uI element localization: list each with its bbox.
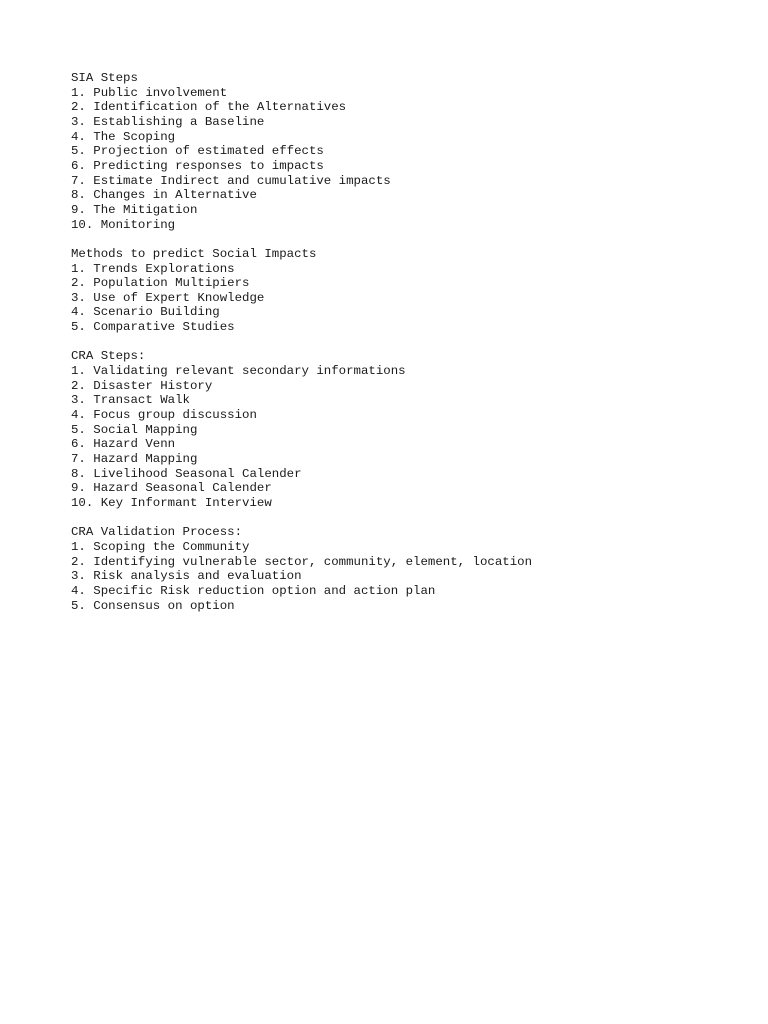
document-page	[71, 71, 751, 628]
section-cra-steps	[71, 349, 751, 510]
list-item: 3. Use of Expert Knowledge	[71, 290, 265, 305]
list-item: 3. Transact Walk	[71, 393, 190, 408]
list-item: 1. Scoping the Community	[71, 539, 250, 554]
section-title: CRA Steps:	[71, 349, 146, 364]
list-item: 8. Livelihood Seasonal Calender	[71, 466, 302, 481]
list-item: 5. Projection of estimated effects	[71, 144, 324, 159]
list-item: 9. Hazard Seasonal Calender	[71, 481, 272, 496]
list-item: 3. Risk analysis and evaluation	[71, 569, 302, 584]
list-item: 5. Social Mapping	[71, 422, 198, 437]
section-sia-steps	[71, 71, 751, 232]
list-item: 4. Specific Risk reduction option and action plan	[71, 583, 436, 598]
section-title: CRA Validation Process:	[71, 525, 243, 540]
list-item: 4. Focus group discussion	[71, 408, 257, 423]
list-item: 3. Establishing a Baseline	[71, 114, 265, 129]
list-item: 10. Key Informant Interview	[71, 496, 272, 510]
list-item: 4. Scenario Building	[71, 305, 220, 320]
section-methods-social-impacts	[71, 247, 751, 335]
list-item: 6. Predicting responses to impacts	[71, 158, 324, 173]
list-item: 5. Consensus on option	[71, 598, 235, 613]
list-item: 7. Estimate Indirect and cumulative impacts	[71, 173, 391, 188]
list-item: 6. Hazard Venn	[71, 437, 176, 452]
section-cra-validation-process	[71, 525, 751, 613]
section-title: Methods to predict Social Impacts	[71, 246, 317, 261]
list-item: 10. Monitoring	[71, 217, 176, 232]
list-item: 1. Validating relevant secondary informations	[71, 364, 406, 379]
section-title: SIA Steps	[71, 71, 138, 85]
list-item: 8. Changes in Alternative	[71, 188, 257, 203]
list-item: 2. Identifying vulnerable sector, community, element, location	[71, 554, 533, 569]
list-item: 9. The Mitigation	[71, 202, 198, 217]
list-item: 5. Comparative Studies	[71, 320, 235, 335]
list-item: 2. Disaster History	[71, 378, 213, 393]
list-item: 4. The Scoping	[71, 129, 176, 144]
list-item: 7. Hazard Mapping	[71, 452, 198, 467]
list-item: 1. Trends Explorations	[71, 261, 235, 276]
list-item: 1. Public involvement	[71, 85, 228, 100]
list-item: 2. Identification of the Alternatives	[71, 100, 347, 115]
list-item: 2. Population Multipiers	[71, 276, 250, 291]
